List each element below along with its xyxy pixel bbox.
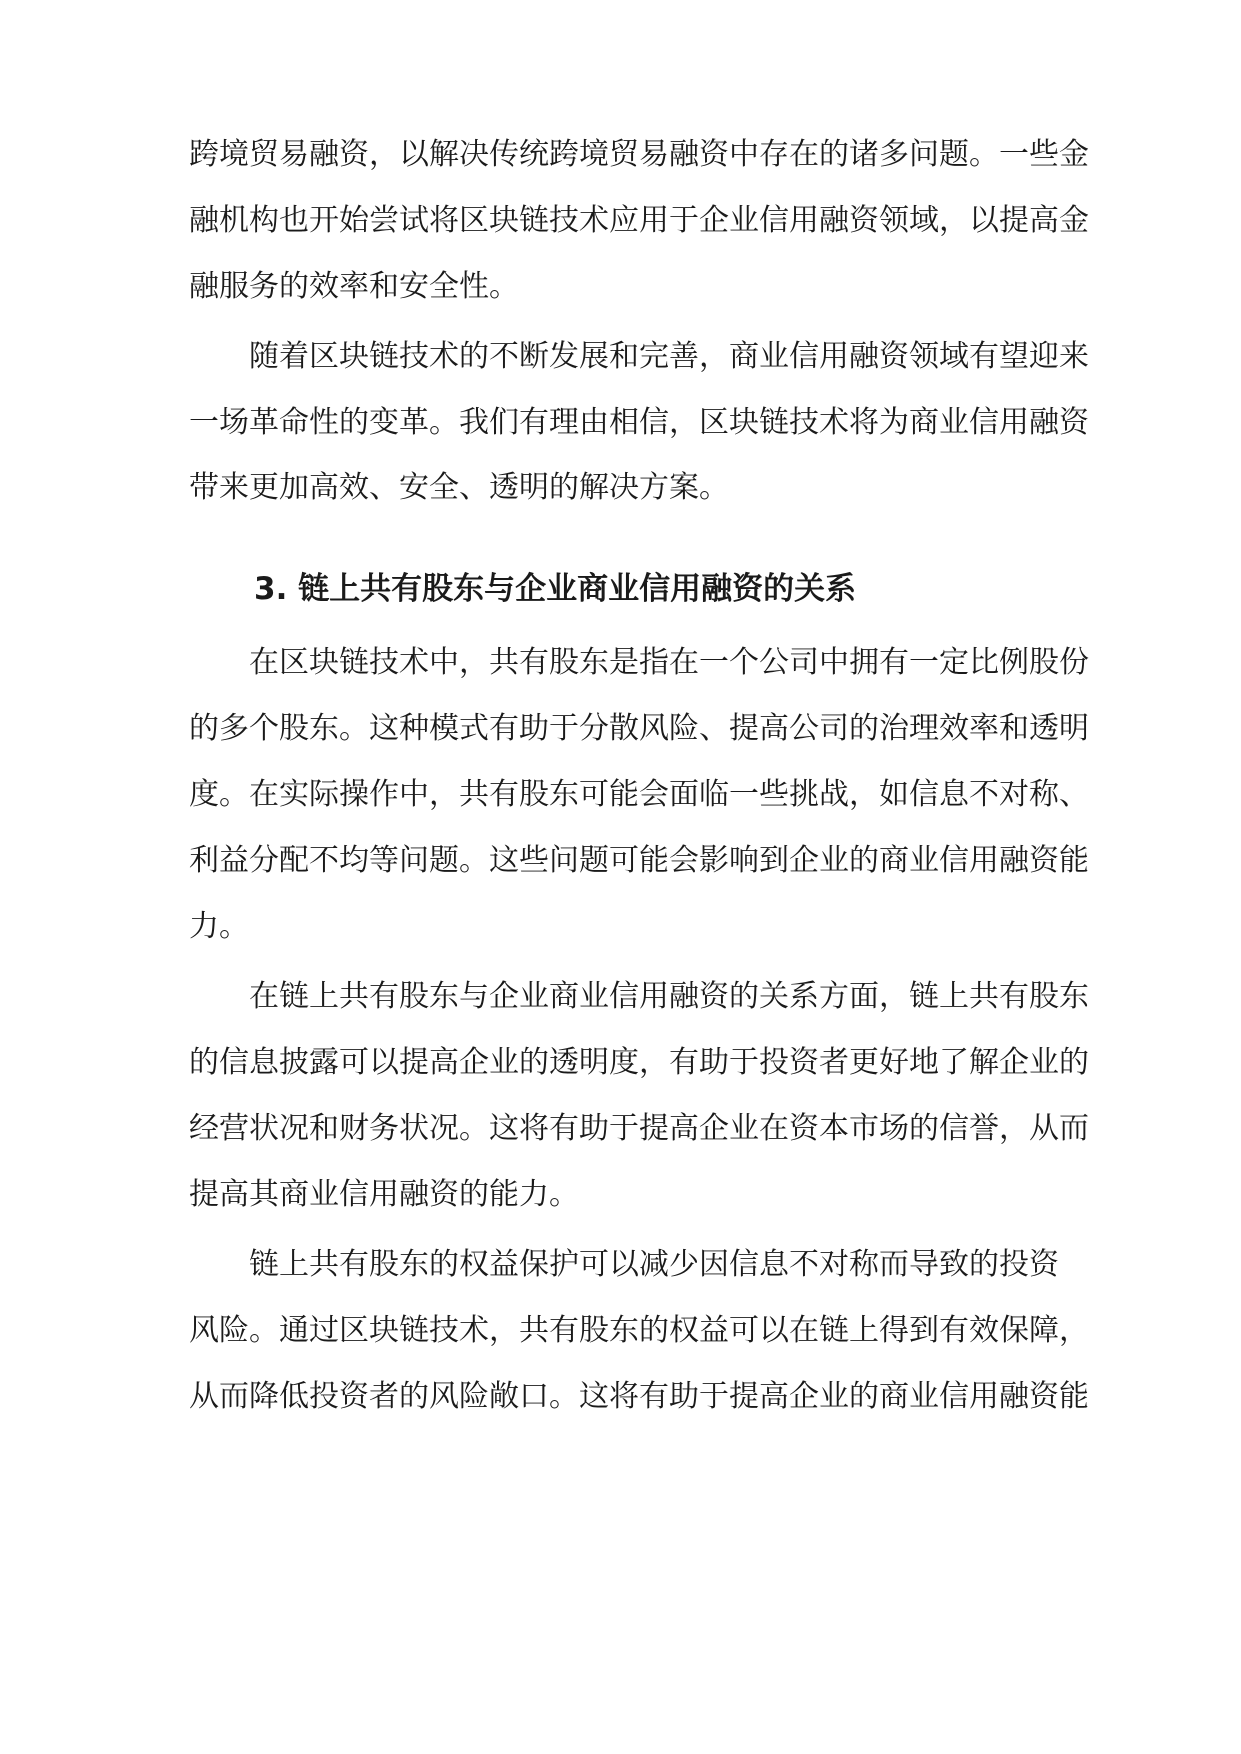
paragraph-line: 跨境贸易融资，以解决传统跨境贸易融资中存在的诸多问题。一些金 xyxy=(189,137,1089,172)
paragraph-line: 在区块链技术中，共有股东是指在一个公司中拥有一定比例股份 xyxy=(249,645,1089,680)
section-heading: 3. 链上共有股东与企业商业信用融资的关系 xyxy=(254,571,857,607)
paragraph-line: 带来更加高效、安全、透明的解决方案。 xyxy=(189,470,729,505)
paragraph-line: 随着区块链技术的不断发展和完善，商业信用融资领域有望迎来 xyxy=(249,339,1089,374)
paragraph-line: 在链上共有股东与企业商业信用融资的关系方面，链上共有股东 xyxy=(249,979,1089,1014)
paragraph-line: 提高其商业信用融资的能力。 xyxy=(189,1177,579,1212)
paragraph-line: 风险。通过区块链技术，共有股东的权益可以在链上得到有效保障， xyxy=(189,1313,1089,1348)
paragraph-line: 一场革命性的变革。我们有理由相信，区块链技术将为商业信用融资 xyxy=(189,405,1089,440)
paragraph-line: 度。在实际操作中，共有股东可能会面临一些挑战，如信息不对称、 xyxy=(189,777,1089,812)
paragraph-line: 的信息披露可以提高企业的透明度，有助于投资者更好地了解企业的 xyxy=(189,1045,1089,1080)
paragraph-line: 力。 xyxy=(189,909,249,944)
paragraph-line: 从而降低投资者的风险敞口。这将有助于提高企业的商业信用融资能 xyxy=(189,1379,1089,1414)
paragraph-line: 经营状况和财务状况。这将有助于提高企业在资本市场的信誉，从而 xyxy=(189,1111,1089,1146)
paragraph-line: 融服务的效率和安全性。 xyxy=(189,269,519,304)
paragraph-line: 融机构也开始尝试将区块链技术应用于企业信用融资领域，以提高金 xyxy=(189,203,1089,238)
paragraph-line: 链上共有股东的权益保护可以减少因信息不对称而导致的投资 xyxy=(249,1247,1059,1282)
paragraph-line: 利益分配不均等问题。这些问题可能会影响到企业的商业信用融资能 xyxy=(189,843,1089,878)
paragraph-line: 的多个股东。这种模式有助于分散风险、提高公司的治理效率和透明 xyxy=(189,711,1089,746)
